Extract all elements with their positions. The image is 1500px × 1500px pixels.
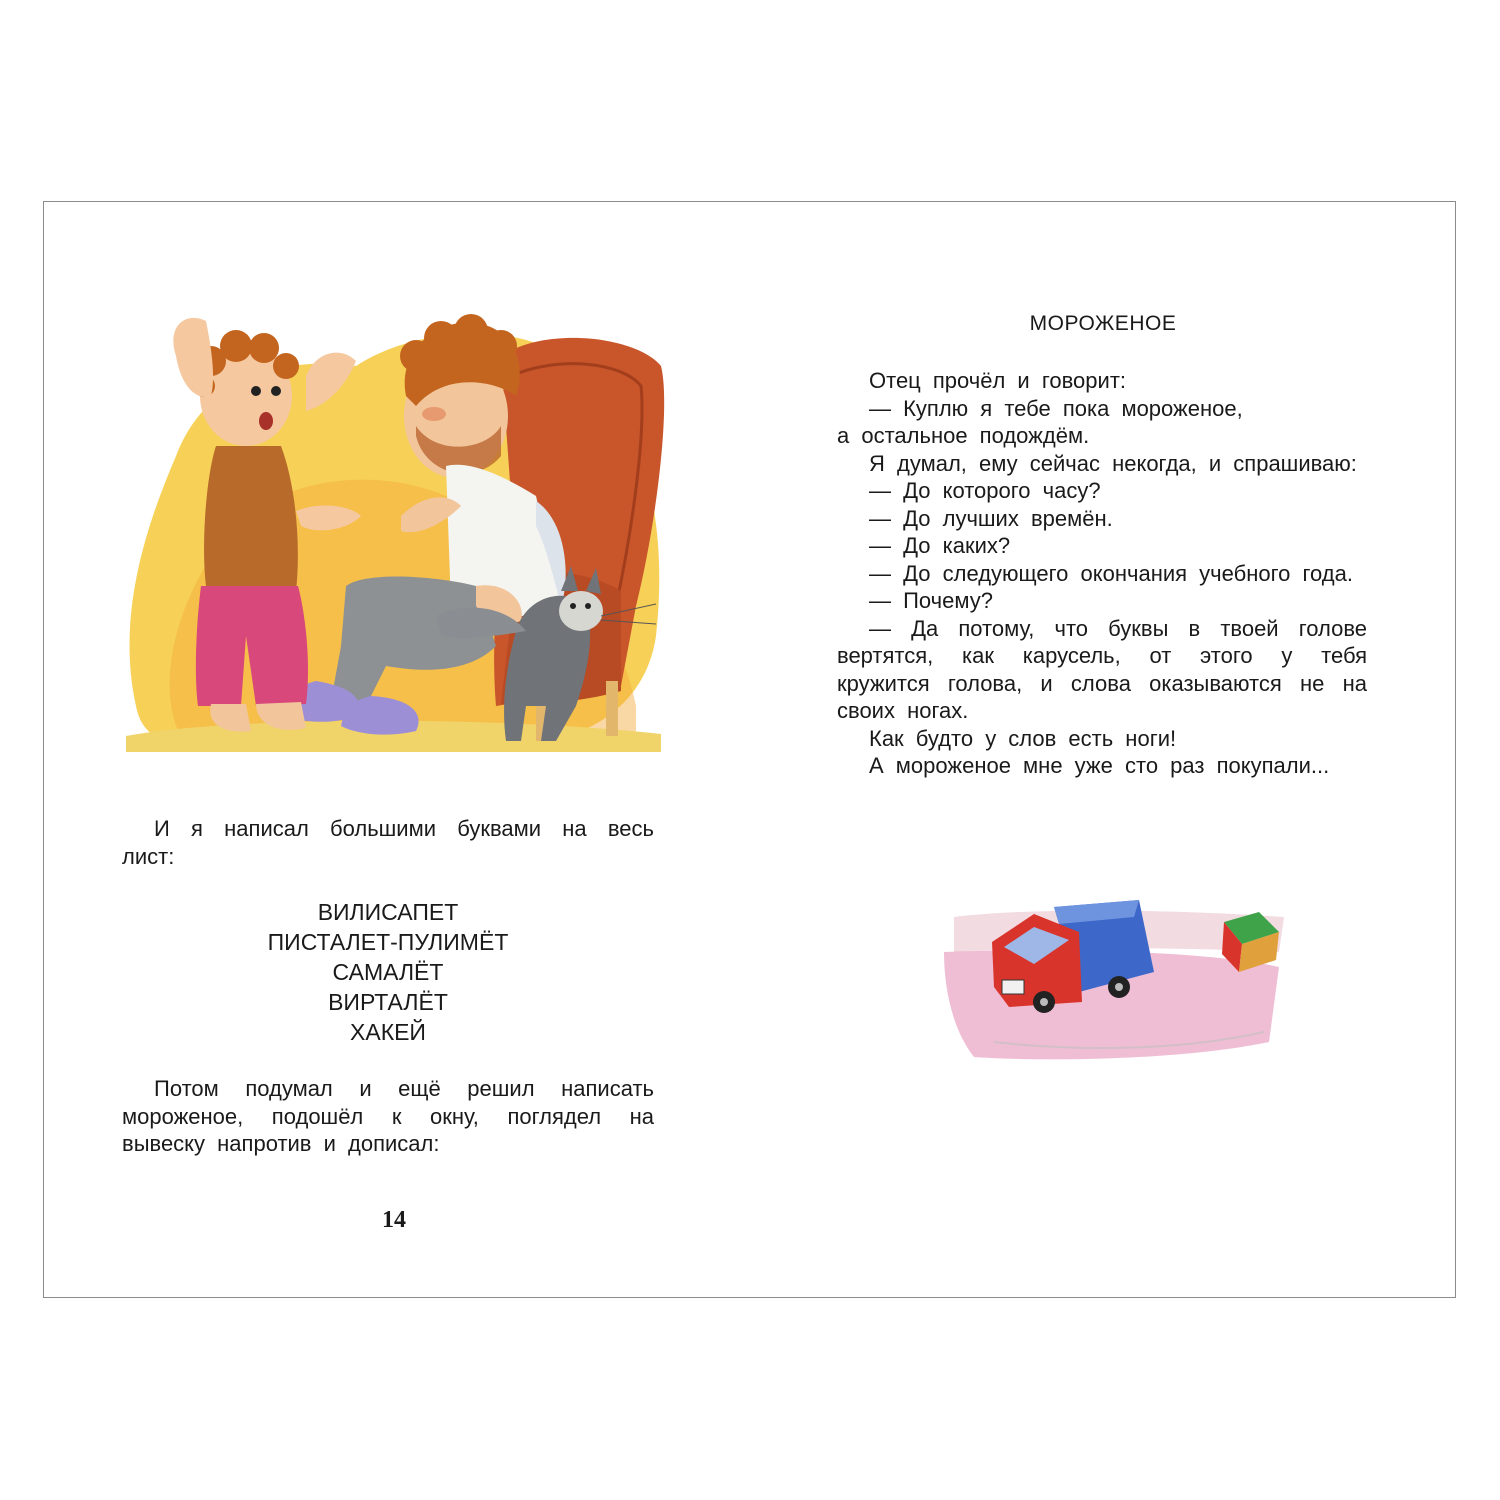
text-paragraph: — Да потому, что буквы в твоей голове вертятся, как карусель, от этого у тебя кружится голова, и слова оказываются не на своих ногах. [837,615,1367,723]
page-number: 14 [382,1207,406,1233]
illustration-boy-father-cat [116,286,676,754]
word-item: ВИРТАЛЁТ [328,989,448,1015]
text-paragraph: Отец прочёл и говорит: [869,368,1127,393]
text-paragraph: — Почему? [869,588,993,613]
right-page-text [837,367,1367,780]
text-paragraph: А мороженое мне уже сто раз покупали... [869,753,1330,778]
text-paragraph: Я думал, ему сейчас некогда, и спрашиваю: [869,450,1357,476]
text-paragraph: — До следующего окончания учебного года. [869,560,1353,586]
word-item: ВИЛИСАПЕТ [317,899,459,925]
chapter-title: МОРОЖЕНОЕ [1029,312,1177,335]
word-item: ХАКЕЙ [350,1019,426,1045]
word-item: САМАЛЁТ [332,959,444,985]
left-paragraph-2: Потом подумал и ещё решил написать мороженое, подошёл к окну, поглядел на вывеску напротив и дописал: [122,1076,654,1156]
illustration-toy-truck [884,892,1294,1072]
left-paragraph-1: И я написал большими буквами на весь лист: [122,816,654,869]
word-list [122,897,654,1047]
word-item: ПИСТАЛЕТ-ПУЛИМЁТ [267,929,509,955]
text-paragraph: а остальное подождём. [837,423,1090,448]
text-paragraph: — Куплю я тебе пока мороженое, [869,395,1243,421]
text-paragraph: Как будто у слов есть ноги! [869,725,1177,751]
text-paragraph: — До лучших времён. [869,505,1113,531]
book-spread [43,201,1456,1298]
text-paragraph: — До каких? [869,533,1011,558]
text-paragraph: — До которого часу? [869,478,1101,503]
